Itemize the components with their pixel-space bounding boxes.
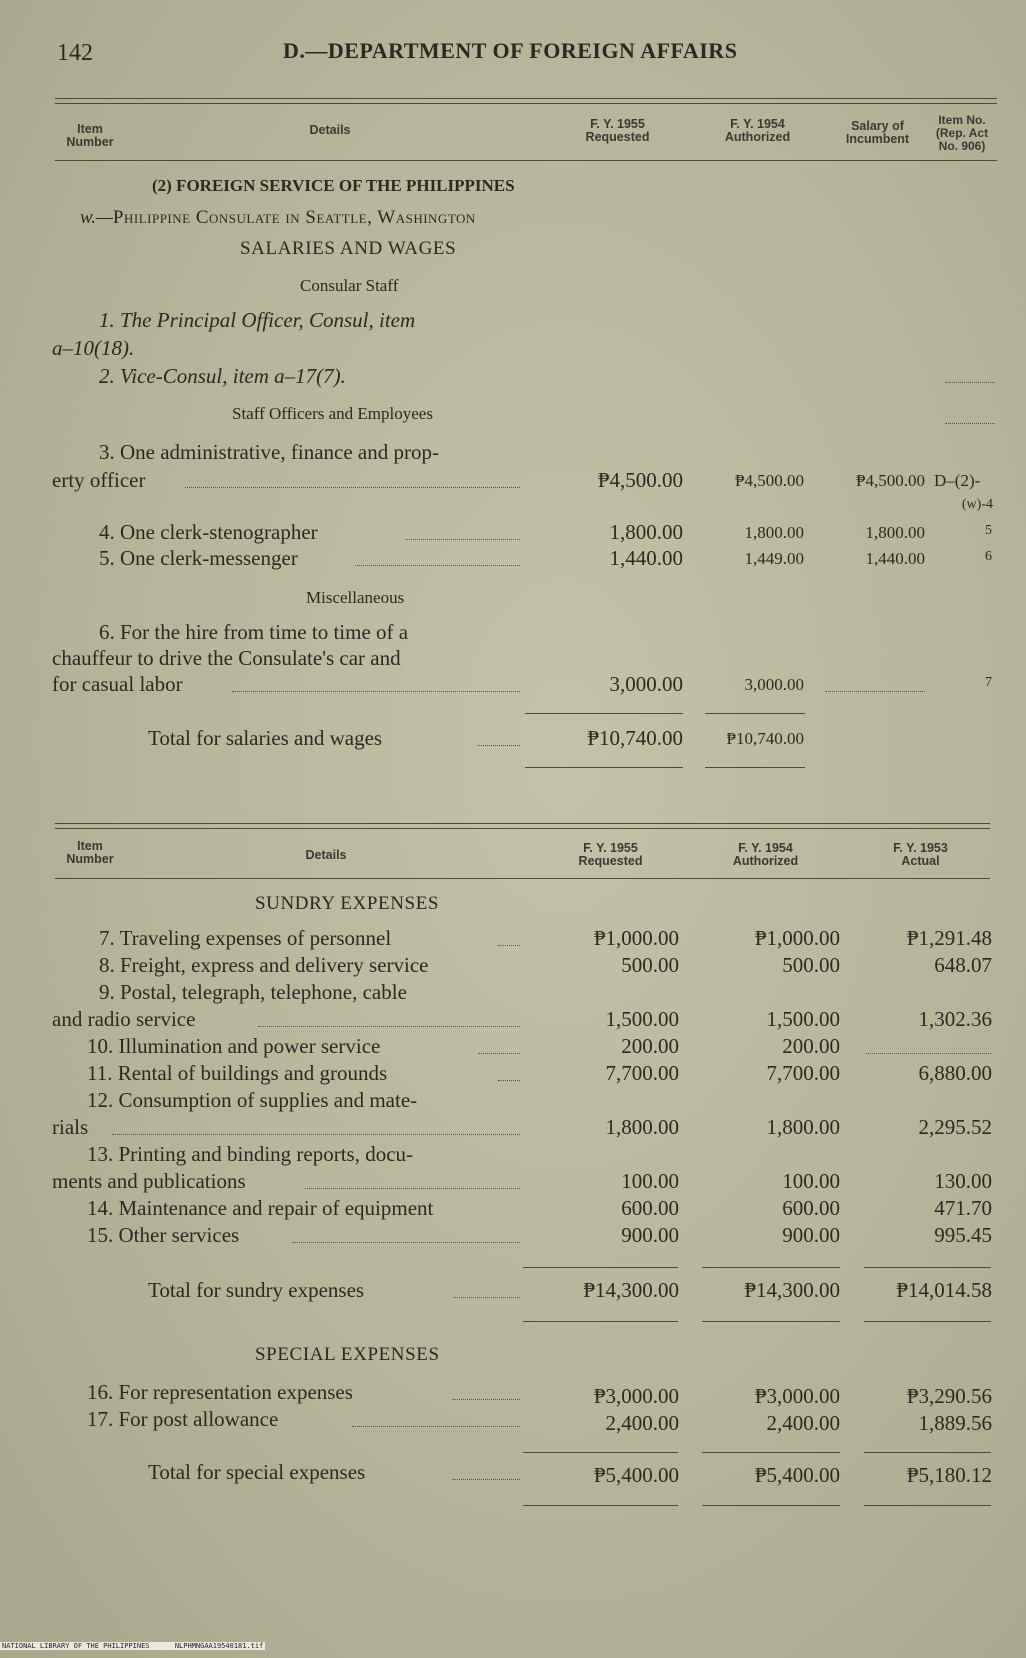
item4-label: 4. One clerk-stenographer xyxy=(99,520,318,544)
row17-label: 17. For post allowance xyxy=(87,1407,279,1431)
total-salaries-fy1955: ₱10,740.00 xyxy=(587,726,683,750)
sundry-total-leader xyxy=(453,1297,520,1298)
special-total-fy1954: ₱5,400.00 xyxy=(754,1463,840,1487)
row11-leader xyxy=(498,1080,520,1081)
row9-leader xyxy=(258,1026,520,1027)
row11-fy1955: 7,700.00 xyxy=(605,1061,679,1085)
row13-label-line2: ments and publications xyxy=(52,1169,246,1193)
special-subtotal-rule-fy1954 xyxy=(702,1452,840,1453)
item6-leader xyxy=(232,691,520,692)
special-expenses-title: SPECIAL EXPENSES xyxy=(255,1344,440,1365)
row8-fy1955: 500.00 xyxy=(621,953,679,977)
row12-fy1953: 2,295.52 xyxy=(918,1115,992,1139)
row10-label: 10. Illumination and power service xyxy=(87,1034,381,1058)
row13-fy1954: 100.00 xyxy=(782,1169,840,1193)
item5-ref: 6 xyxy=(985,549,992,564)
special-total-rule-fy1954 xyxy=(702,1505,840,1506)
item1-line1: 1. The Principal Officer, Consul, item xyxy=(99,308,416,332)
row12-label-line1: 12. Consumption of supplies and mate- xyxy=(87,1088,418,1112)
t2-header-details: Details xyxy=(305,848,347,862)
special-total-fy1955: ₱5,400.00 xyxy=(593,1463,679,1487)
table2-top-rule-2 xyxy=(55,828,990,829)
page-number: 142 xyxy=(57,40,93,66)
t1-header-details: Details xyxy=(309,123,351,137)
scan-footer: NATIONAL LIBRARY OF THE PHILIPPINES NLPHMNGAA19540181.tif xyxy=(2,1642,264,1650)
row17-leader xyxy=(352,1426,520,1427)
row7-leader xyxy=(498,945,520,946)
running-title: D.—DEPARTMENT OF FOREIGN AFFAIRS xyxy=(283,38,738,63)
item3-leader xyxy=(185,487,520,488)
item6-line1: 6. For the hire from time to time of a xyxy=(99,620,409,644)
sundry-total-rule-fy1955 xyxy=(523,1321,678,1322)
row12-label-line2: rials xyxy=(52,1115,89,1139)
row8-fy1954: 500.00 xyxy=(782,953,840,977)
t1-header-item-number: Item Number xyxy=(66,122,114,149)
item4-fy1955: 1,800.00 xyxy=(609,520,683,544)
row10-fy1953-leader xyxy=(866,1053,991,1054)
group-staff-leader xyxy=(945,423,995,424)
row15-label: 15. Other services xyxy=(87,1223,240,1247)
row7-fy1953: ₱1,291.48 xyxy=(906,926,992,950)
item3-fy1955: ₱4,500.00 xyxy=(597,468,683,492)
section-title: (2) FOREIGN SERVICE OF THE PHILIPPINES xyxy=(152,176,515,195)
t1-header-fy1954: F. Y. 1954 Authorized xyxy=(724,117,791,144)
item3-ref-line1: D–(2)- xyxy=(934,471,981,490)
sundry-total-label: Total for sundry expenses xyxy=(148,1278,365,1302)
row14-label: 14. Maintenance and repair of equipment xyxy=(87,1196,434,1220)
row9-label-line1: 9. Postal, telegraph, telephone, cable xyxy=(99,980,407,1004)
row16-fy1954: ₱3,000.00 xyxy=(754,1384,840,1408)
row14-fy1953: 471.70 xyxy=(934,1196,992,1220)
item5-label: 5. One clerk-messenger xyxy=(99,546,298,570)
row13-leader xyxy=(305,1188,520,1189)
sundry-total-fy1955: ₱14,300.00 xyxy=(583,1278,679,1302)
table1-top-rule-2 xyxy=(55,103,997,104)
row12-leader xyxy=(112,1134,520,1135)
t1-header-fy1955: F. Y. 1955 Requested xyxy=(585,117,650,144)
row16-leader xyxy=(452,1399,520,1400)
group-staff-officers: Staff Officers and Employees xyxy=(232,404,433,423)
category-salaries-wages: SALARIES AND WAGES xyxy=(240,238,457,259)
item3-line2: erty officer xyxy=(52,468,146,492)
table1-top-rule xyxy=(55,98,997,99)
row15-fy1953: 995.45 xyxy=(934,1223,992,1247)
t2-header-fy1954: F. Y. 1954 Authorized xyxy=(732,841,799,868)
row11-fy1953: 6,880.00 xyxy=(918,1061,992,1085)
row17-fy1955: 2,400.00 xyxy=(605,1411,679,1435)
row8-label: 8. Freight, express and delivery service xyxy=(99,953,429,977)
row11-label: 11. Rental of buildings and grounds xyxy=(87,1061,388,1085)
row7-label: 7. Traveling expenses of personnel xyxy=(99,926,392,950)
t2-header-fy1953: F. Y. 1953 Actual xyxy=(893,841,948,868)
t2-header-item-number: Item Number xyxy=(66,839,114,866)
row17-fy1953: 1,889.56 xyxy=(918,1411,992,1435)
item4-salary: 1,800.00 xyxy=(865,523,925,542)
item5-fy1954: 1,449.00 xyxy=(744,549,804,568)
row15-fy1955: 900.00 xyxy=(621,1223,679,1247)
row8-fy1953: 648.07 xyxy=(934,953,992,977)
item5-fy1955: 1,440.00 xyxy=(609,546,683,570)
t1-total-rule-fy1955 xyxy=(525,767,683,768)
t1-subtotal-rule-fy1954 xyxy=(705,713,805,714)
item3-line1: 3. One administrative, finance and prop- xyxy=(99,440,439,464)
row12-fy1954: 1,800.00 xyxy=(766,1115,840,1139)
row16-fy1953: ₱3,290.56 xyxy=(906,1384,992,1408)
special-subtotal-rule-fy1955 xyxy=(523,1452,678,1453)
row16-label: 16. For representation expenses xyxy=(87,1380,353,1404)
sundry-subtotal-rule-fy1953 xyxy=(864,1267,991,1268)
item6-fy1955: 3,000.00 xyxy=(609,672,683,696)
row9-label-line2: and radio service xyxy=(52,1007,196,1031)
total-salaries-fy1954: ₱10,740.00 xyxy=(726,729,804,748)
row15-fy1954: 900.00 xyxy=(782,1223,840,1247)
item5-salary: 1,440.00 xyxy=(865,549,925,568)
row12-fy1955: 1,800.00 xyxy=(605,1115,679,1139)
t1-subtotal-rule-fy1955 xyxy=(525,713,683,714)
item4-fy1954: 1,800.00 xyxy=(744,523,804,542)
sundry-total-fy1953: ₱14,014.58 xyxy=(896,1278,992,1302)
special-total-fy1953: ₱5,180.12 xyxy=(906,1463,992,1487)
sundry-subtotal-rule-fy1954 xyxy=(702,1267,840,1268)
t1-header-salary: Salary of Incumbent xyxy=(845,119,910,146)
special-total-label: Total for special expenses xyxy=(148,1460,366,1484)
special-total-rule-fy1953 xyxy=(864,1505,991,1506)
item6-ref: 7 xyxy=(985,675,992,690)
special-total-leader xyxy=(452,1479,520,1480)
t1-total-rule-fy1954 xyxy=(705,767,805,768)
group-consular-staff: Consular Staff xyxy=(300,276,399,295)
table1-header-rule xyxy=(55,160,997,161)
t1-header-item-no-act: Item No. (Rep. Act No. 906) xyxy=(935,113,989,153)
item6-line3: for casual labor xyxy=(52,672,183,696)
item2: 2. Vice-Consul, item a–17(7). xyxy=(99,364,346,388)
row9-fy1953: 1,302.36 xyxy=(918,1007,992,1031)
item5-leader xyxy=(355,565,520,566)
item6-line2: chauffeur to drive the Consulate's car and xyxy=(52,646,401,670)
row10-fy1955: 200.00 xyxy=(621,1034,679,1058)
item4-ref: 5 xyxy=(985,523,992,538)
row10-fy1954: 200.00 xyxy=(782,1034,840,1058)
item3-ref-line2: (w)-4 xyxy=(961,497,993,512)
sundry-total-rule-fy1954 xyxy=(702,1321,840,1322)
subsection-title: w.—Philippine Consulate in Seattle, Washington xyxy=(80,207,476,228)
item6-salary-leader xyxy=(825,691,925,692)
table2-header-rule xyxy=(55,878,990,879)
row10-leader xyxy=(478,1053,520,1054)
special-subtotal-rule-fy1953 xyxy=(864,1452,991,1453)
group-miscellaneous: Miscellaneous xyxy=(306,588,405,607)
row16-fy1955: ₱3,000.00 xyxy=(593,1384,679,1408)
row11-fy1954: 7,700.00 xyxy=(766,1061,840,1085)
sundry-subtotal-rule-fy1955 xyxy=(523,1267,678,1268)
row15-leader xyxy=(292,1242,520,1243)
row13-fy1955: 100.00 xyxy=(621,1169,679,1193)
total-salaries-label: Total for salaries and wages xyxy=(148,726,383,750)
item3-fy1954: ₱4,500.00 xyxy=(735,471,804,490)
row17-fy1954: 2,400.00 xyxy=(766,1411,840,1435)
row14-fy1955: 600.00 xyxy=(621,1196,679,1220)
row9-fy1954: 1,500.00 xyxy=(766,1007,840,1031)
sundry-total-rule-fy1953 xyxy=(864,1321,991,1322)
total-salaries-leader xyxy=(477,745,520,746)
t2-header-fy1955: F. Y. 1955 Requested xyxy=(578,841,643,868)
item4-leader xyxy=(405,539,520,540)
special-total-rule-fy1955 xyxy=(523,1505,678,1506)
row9-fy1955: 1,500.00 xyxy=(605,1007,679,1031)
table2-top-rule xyxy=(55,823,990,824)
sundry-expenses-title: SUNDRY EXPENSES xyxy=(255,893,440,914)
row13-fy1953: 130.00 xyxy=(934,1169,992,1193)
item3-salary: ₱4,500.00 xyxy=(856,471,925,490)
row13-label-line1: 13. Printing and binding reports, docu- xyxy=(87,1142,414,1166)
item1-line2: a–10(18). xyxy=(52,336,135,360)
row7-fy1955: ₱1,000.00 xyxy=(593,926,679,950)
item6-fy1954: 3,000.00 xyxy=(744,675,804,694)
item2-leader xyxy=(945,382,995,383)
row14-fy1954: 600.00 xyxy=(782,1196,840,1220)
sundry-total-fy1954: ₱14,300.00 xyxy=(744,1278,840,1302)
row7-fy1954: ₱1,000.00 xyxy=(754,926,840,950)
